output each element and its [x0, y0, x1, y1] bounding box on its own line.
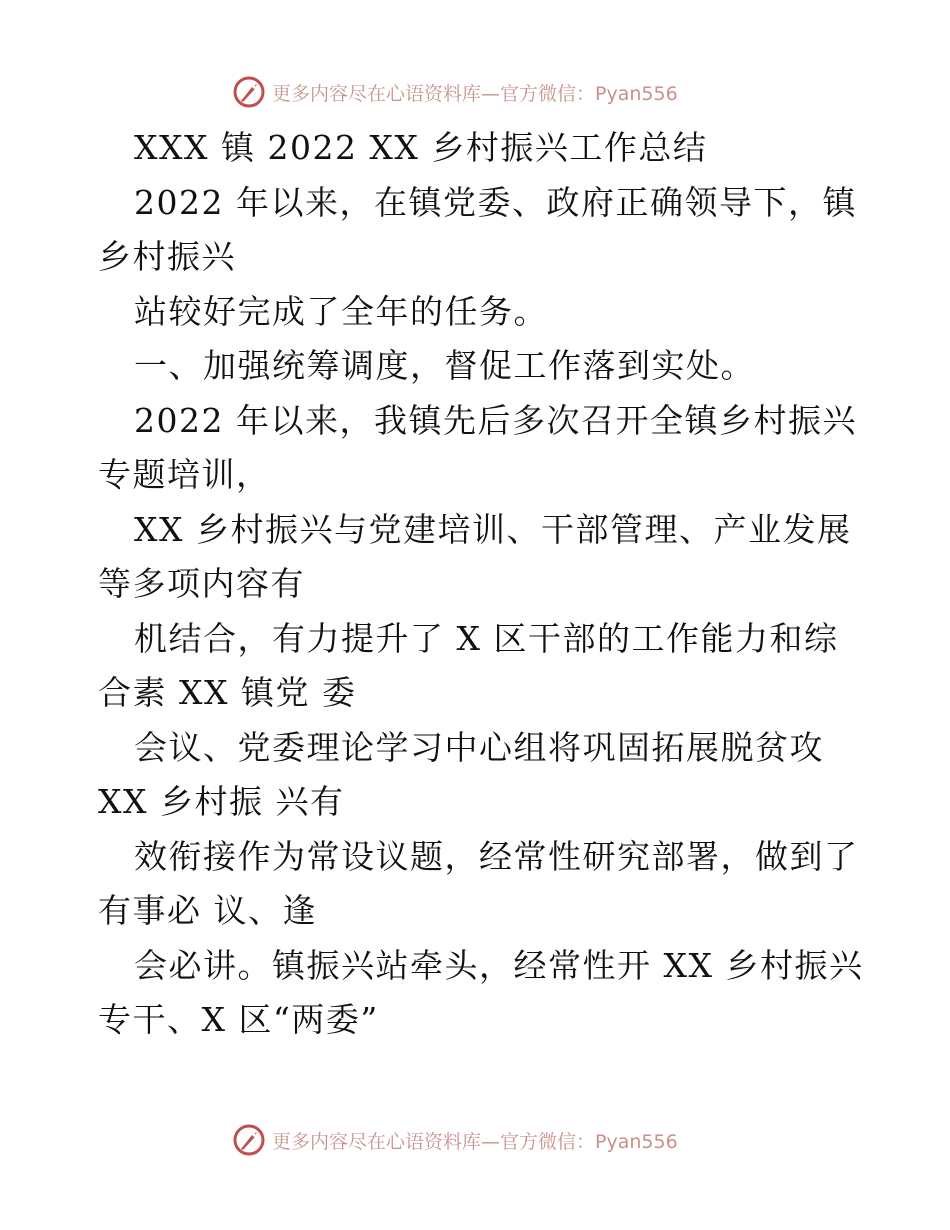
header-watermark-banner — [232, 72, 712, 112]
paragraph-line: 机结合，有力提升了 X 区干部的工作能力和综 — [134, 618, 839, 658]
paragraph-line: 等多项内容有 — [98, 564, 305, 603]
paragraph-line: 2022 年以来，在镇党委、政府正确领导下，镇 — [134, 182, 857, 222]
paragraph-line: XX 乡村振兴与党建培训、干部管理、产业发展 — [134, 509, 852, 549]
section-heading: 一、加强统筹调度，督促工作落到实处。 — [134, 346, 755, 385]
pen-nib-logo-icon — [232, 75, 266, 109]
paragraph-line: 专题培训， — [98, 455, 271, 494]
paragraph-line: 会议、党委理论学习中心组将巩固拓展脱贫攻 — [134, 727, 824, 767]
paragraph-line: 专干、X 区“两委” — [98, 1000, 379, 1039]
footer-banner-text: 更多内容尽在心语资料库—官方微信：Pyan556 — [272, 1130, 678, 1153]
paragraph-line: 2022 年以来，我镇先后多次召开全镇乡村振兴 — [134, 400, 857, 440]
paragraph-line: 效衔接作为常设议题，经常性研究部署，做到了 — [134, 836, 859, 876]
paragraph-line: 合素 XX 镇党 委 — [98, 673, 357, 712]
pen-nib-logo-icon — [232, 1123, 266, 1157]
document-body — [98, 121, 864, 1048]
paragraph-line: 站较好完成了全年的任务。 — [134, 291, 548, 331]
paragraph-line: XX 乡村振 兴有 — [98, 782, 345, 821]
paragraph-line: 有事必 议、逢 — [98, 891, 317, 930]
paragraph-line: 会必讲。镇振兴站牵头，经常性开 XX 乡村振兴 — [134, 945, 864, 985]
footer-watermark-banner — [232, 1120, 712, 1160]
paragraph-line: 乡村振兴 — [98, 237, 236, 276]
document-title: XXX 镇 2022 XX 乡村振兴工作总结 — [134, 128, 708, 167]
header-banner-text: 更多内容尽在心语资料库—官方微信：Pyan556 — [272, 82, 678, 105]
